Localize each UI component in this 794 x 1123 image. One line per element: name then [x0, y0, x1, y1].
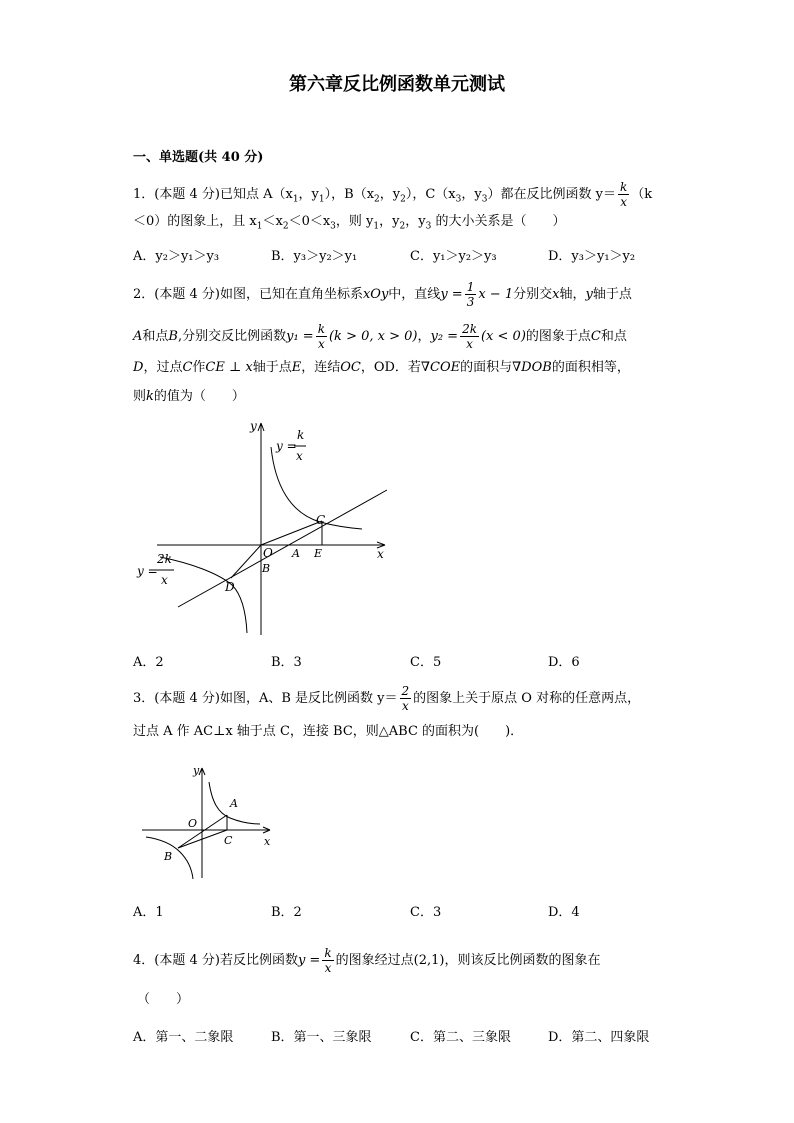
q1-fraction: $\frac{k}{x}$: [619, 180, 628, 209]
q2-option-c[interactable]: C．5: [410, 655, 442, 670]
q2-label-c: C: [316, 513, 326, 527]
q3-fraction: $\frac{2}{x}$: [401, 684, 410, 713]
q3-option-d[interactable]: D．4: [548, 905, 580, 920]
q3-label-x: x: [264, 835, 271, 848]
q1-option-c[interactable]: C．y₁＞y₂＞y₃: [410, 249, 497, 264]
q2-label-a: A: [292, 547, 300, 560]
q2-label-o: O: [263, 546, 273, 560]
q2-eq2-lhs: y =: [137, 564, 158, 578]
q2-y1-fraction: $\frac{k}{x}$: [317, 322, 325, 351]
q4-option-a[interactable]: A．第一、二象限: [133, 1030, 234, 1045]
q2-line1: 2．(本题 4 分)如图，已知在直角坐标系xOy中，直线y = $\frac{1}{3}$ x − 1分别交x轴，y轴于点: [133, 280, 632, 309]
q2-label-x: x: [377, 547, 384, 561]
q3-label-c: C: [224, 834, 233, 847]
q3-label-b: B: [164, 850, 173, 863]
q3-label-o: O: [188, 817, 198, 830]
q2-slope-fraction: $\frac{1}{3}$: [466, 280, 475, 309]
q2-option-d[interactable]: D．6: [548, 655, 580, 670]
q3-option-c[interactable]: C．3: [410, 905, 442, 920]
q2-label-d: D: [225, 580, 235, 594]
q2-option-b[interactable]: B．3: [271, 655, 302, 670]
q2-segment-oc: [261, 521, 322, 545]
q1-option-a[interactable]: A．y₂＞y₁＞y₃: [133, 249, 220, 264]
q2-eq1-den: x: [296, 449, 303, 463]
q2-line3: D，过点C作CE ⊥ x轴于点E，连结OC，OD．若∇COE的面积与∇DOB的面积相等，: [133, 360, 630, 375]
q2-option-a[interactable]: A．2: [133, 655, 164, 670]
q2-y2-fraction: $\frac{2k}{x}$: [462, 322, 477, 351]
q2-segment-od: [231, 545, 261, 578]
q3-option-a[interactable]: A．1: [133, 905, 164, 920]
page-title: 第六章反比例函数单元测试: [289, 74, 505, 95]
q4-option-d[interactable]: D．第二、四象限: [548, 1030, 650, 1045]
q3-label-y: y: [193, 764, 200, 777]
q2-eq1-num: k: [297, 428, 305, 442]
q2-curve-y2: [160, 557, 247, 633]
q3-line2: 过点 A 作 AC⊥x 轴于点 C，连接 BC，则△ABC 的面积为( )．: [133, 724, 524, 739]
section-heading: 一、单选题(共 40 分): [133, 150, 264, 165]
q3-label-a: A: [230, 797, 238, 810]
q4-fraction: $\frac{k}{x}$: [324, 946, 332, 975]
q4-line2: （ ）: [137, 992, 190, 1007]
q2-figure: [130, 415, 395, 640]
q2-line4: 则k的值为（ ）: [133, 389, 245, 404]
q1-line1: 1．(本题 4 分)已知点 $A(x_1$，$y_1$），$B(x_2$，$y_2$），$C(x_3$，$y_3$）都在反比例函数 y＝ $\frac{k}{x}$ （k: [133, 180, 653, 209]
q4-line1: 4．(本题 4 分)若反比例函数y = $\frac{k}{x}$ 的图象经过点(2,1)，则该反比例函数的图象在: [133, 946, 601, 975]
q4-option-b[interactable]: B．第一、三象限: [271, 1030, 372, 1045]
q1-line2: ＜0）的图象上，且 $x_1<x_2<0<x_3$，则 $y_1$，$y_2$，$y_3$ 的大小关系是（ ）: [133, 214, 566, 232]
q4-option-c[interactable]: C．第二、三象限: [410, 1030, 511, 1045]
q2-label-y: y: [250, 419, 257, 433]
q3-option-b[interactable]: B．2: [271, 905, 302, 920]
q1-option-d[interactable]: D．y₃＞y₁＞y₂: [548, 249, 636, 264]
q2-eq1-lhs: y =: [276, 439, 297, 453]
q2-eq2-num: 2k: [157, 552, 172, 566]
q2-line-ab: [178, 490, 387, 607]
q2-eq2-den: x: [161, 573, 168, 587]
q3-figure: [138, 760, 283, 885]
q2-line2: A和点B,分别交反比例函数y₁ = $\frac{k}{x}$ (k > 0, x > 0)，y₂ = $\frac{2k}{x}$ (x < 0)的图象于点C和点: [133, 322, 627, 351]
q2-label-e: E: [314, 547, 323, 560]
q1-option-b[interactable]: B．y₃＞y₂＞y₁: [271, 249, 358, 264]
q3-line1: 3．(本题 4 分)如图，A、B 是反比例函数 y＝ $\frac{2}{x}$ 的图象上关于原点 O 对称的任意两点，: [133, 684, 641, 713]
q2-label-b: B: [262, 562, 271, 575]
